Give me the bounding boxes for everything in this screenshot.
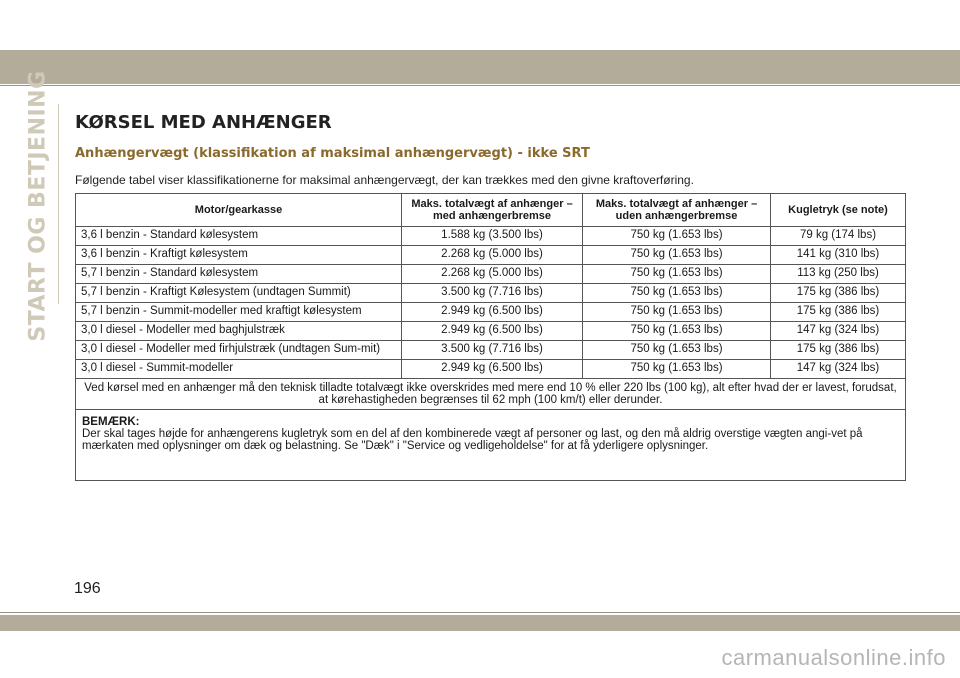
cell-without-brake: 750 kg (1.653 lbs) — [583, 322, 771, 341]
cell-engine: 5,7 l benzin - Kraftigt Kølesystem (undtagen Summit) — [76, 284, 402, 303]
table-row — [76, 265, 906, 284]
watermark-text: carmanualsonline.info — [721, 645, 946, 670]
trailer-weight-table — [75, 193, 906, 481]
cell-engine: 3,0 l diesel - Summit-modeller — [76, 360, 402, 379]
col-header-with-brake: Maks. totalvægt af anhænger – med anhængerbremse — [402, 194, 583, 227]
footnote-row — [76, 379, 906, 410]
cell-with-brake: 1.588 kg (3.500 lbs) — [402, 227, 583, 246]
table-row — [76, 303, 906, 322]
cell-tongue-weight: 141 kg (310 lbs) — [771, 246, 906, 265]
cell-without-brake: 750 kg (1.653 lbs) — [583, 341, 771, 360]
note-label: BEMÆRK: — [82, 416, 140, 428]
cell-with-brake: 2.949 kg (6.500 lbs) — [402, 322, 583, 341]
footnote-text: Ved kørsel med en anhænger må den teknisk tilladte totalvægt ikke overskrides med mere end 10 % eller 220 lbs (100 kg), alt efter hvad der er lavest, forudsat, at kørehastigheden begrænses til 62 mph (100 km/t) eller derunder. — [76, 379, 906, 410]
cell-tongue-weight: 175 kg (386 lbs) — [771, 341, 906, 360]
cell-engine: 3,0 l diesel - Modeller med firhjulstræk (undtagen Sum-mit) — [76, 341, 402, 360]
cell-without-brake: 750 kg (1.653 lbs) — [583, 360, 771, 379]
col-header-without-brake: Maks. totalvægt af anhænger – uden anhængerbremse — [583, 194, 771, 227]
cell-with-brake: 2.268 kg (5.000 lbs) — [402, 265, 583, 284]
cell-with-brake: 3.500 kg (7.716 lbs) — [402, 341, 583, 360]
table-row — [76, 341, 906, 360]
cell-without-brake: 750 kg (1.653 lbs) — [583, 227, 771, 246]
col-header-engine: Motor/gearkasse — [76, 194, 402, 227]
section-subtitle: Anhængervægt (klassifikation af maksimal anhængervægt) - ikke SRT — [75, 146, 590, 161]
cell-with-brake: 2.949 kg (6.500 lbs) — [402, 360, 583, 379]
section-side-tab-label: START OG BETJENING — [25, 70, 51, 342]
cell-engine: 5,7 l benzin - Standard kølesystem — [76, 265, 402, 284]
footer-band — [0, 615, 960, 631]
header-rule — [0, 85, 960, 86]
col-header-tongue-weight: Kugletryk (se note) — [771, 194, 906, 227]
side-tab-rule — [58, 104, 59, 304]
table-row — [76, 246, 906, 265]
cell-tongue-weight: 175 kg (386 lbs) — [771, 303, 906, 322]
cell-without-brake: 750 kg (1.653 lbs) — [583, 303, 771, 322]
cell-engine: 5,7 l benzin - Summit-modeller med kraftigt kølesystem — [76, 303, 402, 322]
cell-with-brake: 2.268 kg (5.000 lbs) — [402, 246, 583, 265]
table-row — [76, 360, 906, 379]
cell-engine: 3,6 l benzin - Standard kølesystem — [76, 227, 402, 246]
table-row — [76, 284, 906, 303]
cell-without-brake: 750 kg (1.653 lbs) — [583, 246, 771, 265]
section-side-tab — [18, 70, 58, 342]
cell-with-brake: 2.949 kg (6.500 lbs) — [402, 303, 583, 322]
cell-tongue-weight: 147 kg (324 lbs) — [771, 322, 906, 341]
header-band — [0, 50, 960, 84]
cell-engine: 3,6 l benzin - Kraftigt kølesystem — [76, 246, 402, 265]
cell-tongue-weight: 113 kg (250 lbs) — [771, 265, 906, 284]
page-number: 196 — [74, 580, 101, 597]
footer-rule — [0, 612, 960, 613]
note-row — [76, 410, 906, 481]
table-row — [76, 322, 906, 341]
cell-tongue-weight: 147 kg (324 lbs) — [771, 360, 906, 379]
cell-without-brake: 750 kg (1.653 lbs) — [583, 265, 771, 284]
cell-without-brake: 750 kg (1.653 lbs) — [583, 284, 771, 303]
cell-with-brake: 3.500 kg (7.716 lbs) — [402, 284, 583, 303]
table-header-row — [76, 194, 906, 227]
cell-tongue-weight: 79 kg (174 lbs) — [771, 227, 906, 246]
intro-paragraph: Følgende tabel viser klassifikationerne for maksimal anhængervægt, der kan trækkes med den givne kraftoverføring. — [75, 173, 694, 187]
cell-engine: 3,0 l diesel - Modeller med baghjulstræk — [76, 322, 402, 341]
page-title: KØRSEL MED ANHÆNGER — [75, 112, 332, 133]
table-row — [76, 227, 906, 246]
note-cell — [76, 410, 906, 481]
cell-tongue-weight: 175 kg (386 lbs) — [771, 284, 906, 303]
note-text: Der skal tages højde for anhængerens kugletryk som en del af den kombinerede vægt af personer og last, og den må aldrig overstige vægten angi-vet på mærkaten med oplysninger om dæk og belastning. Se "Dæk" i "Service og vedligeholdelse" for at få yderligere oplysninger. — [82, 428, 863, 452]
